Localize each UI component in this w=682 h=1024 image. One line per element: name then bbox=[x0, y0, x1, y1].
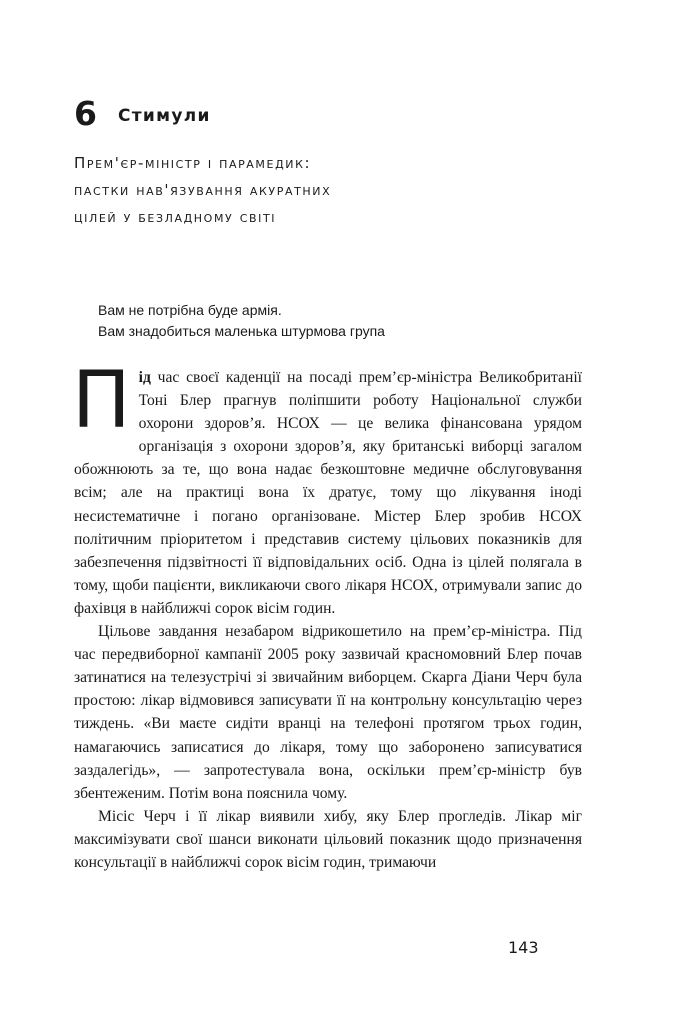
epigraph-line: Вам не потрібна буде армія. bbox=[98, 302, 282, 318]
chapter-subtitle bbox=[74, 150, 494, 231]
subtitle-line: цілей у безладному світі bbox=[74, 208, 277, 226]
lead-word: ід bbox=[138, 369, 151, 386]
epigraph bbox=[98, 300, 385, 342]
subtitle-line: пастки нав'язування акуратних bbox=[74, 181, 332, 199]
paragraph-1 bbox=[72, 356, 582, 620]
paragraph-1-text: час своєї каденції на посаді прем’єр-міністра Великобританії Тоні Блер прагнув поліпшити роботу Національної служби охорони здоров’я. НСОХ — це велика фінансована урядом організація з охорони здоров’я, яку британські виборці загалом обожнюють за те, що вона надає безкоштовне медичне обслуговування всім; але на практиці вона їх дратує, тому що лікування іноді несистематичне і погано організоване. Містер Блер зробив НСОХ політичним пріоритетом і представив систему цільових показників для забезпечення підзвітності її відповідальних осіб. Одна із цілей полягала в тому, щоби пацієнти, викликаючи свого лікаря НСОХ, отримували запис до фахівця в найближчі сорок вісім годин. bbox=[74, 369, 582, 617]
drop-cap: П bbox=[72, 356, 131, 446]
chapter-title: Стимули bbox=[118, 106, 211, 126]
paragraph-3: Місіс Черч і її лікар виявили хибу, яку Блер прогледів. Лікар міг максимізувати свої шанси виконати цільовий показник щодо призначення консультації в найближчі сорок вісім годин, тримаючи bbox=[74, 807, 582, 871]
page-number: 143 bbox=[508, 938, 539, 957]
epigraph-line: Вам знадобиться маленька штурмова група bbox=[98, 323, 385, 339]
body-text bbox=[72, 356, 582, 874]
chapter-number: 6 bbox=[74, 94, 97, 133]
subtitle-line: Прем'єр-міністр і парамедик: bbox=[74, 154, 312, 172]
paragraph-2: Цільове завдання незабаром відрикошетило на прем’єр-міністра. Під час передвиборної кампанії 2005 року зазвичай красномовний Блер почав затинатися на телезустрічі зі звичайним виборцем. Скарга Діани Черч була простою: лікар відмовився записувати її на контрольну консультацію через тиждень. «Ви маєте сидіти вранці на телефоні протягом трьох годин, намагаючись записатися до лікаря, тому що заборонено записуватися заздалегідь», — запротестувала вона, оскільки прем’єр-міністр був збентеженим. Потім вона пояснила чому. bbox=[74, 623, 582, 802]
